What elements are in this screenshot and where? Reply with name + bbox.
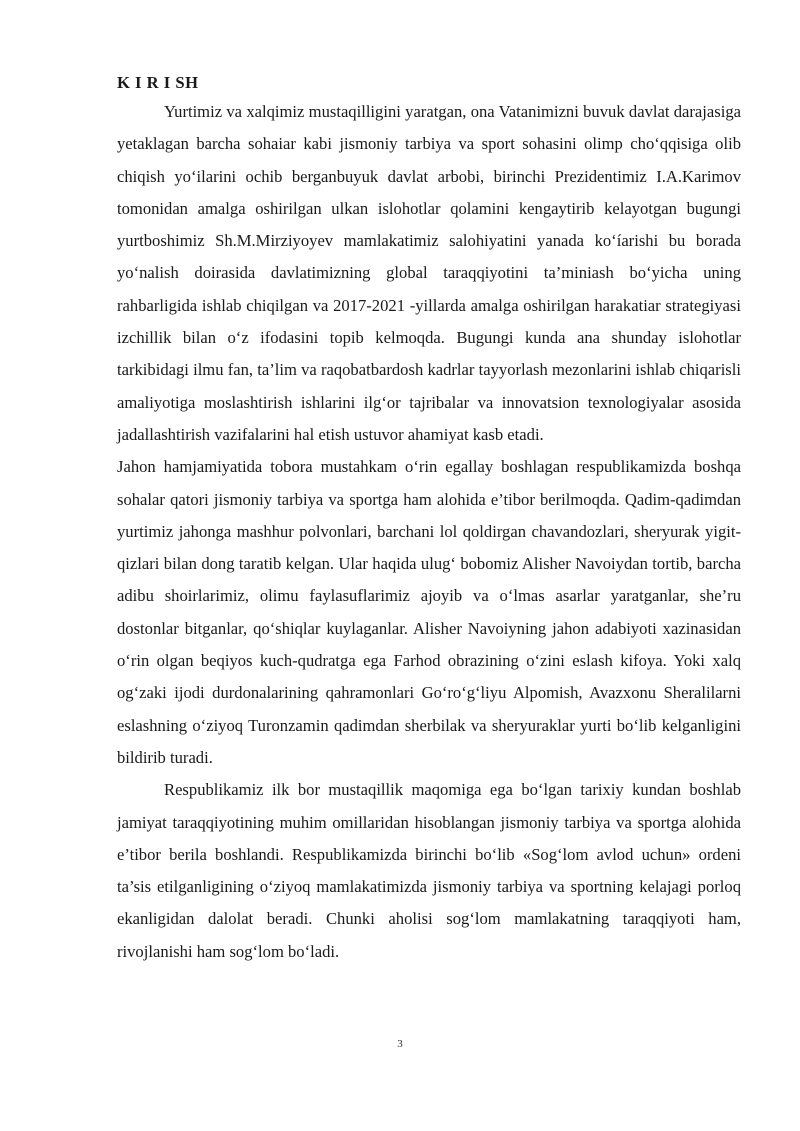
paragraph-2: Jahon hamjamiyatida tobora mustahkam o‘rin egallay boshlagan respublikamizda boshqa sohalar qatori jismoniy tarbiya va sportga ham alohida e’tibor berilmoqda. Qadim-qadimdan yurtimiz jahonga mashhur polvonlari, barchani lol qoldirgan chavandozlari, sheryurak yigit-qizlari bilan dong taratib kelgan. Ular haqida ulug‘ bobomiz Alisher Navoiydan tortib, barcha adibu shoirlarimiz, olimu faylasuflarimiz ajoyib va o‘lmas asarlar yaratganlar, she’ru dostonlar bitganlar, qo‘shiqlar kuylaganlar. Alisher Navoiyning jahon adabiyoti xazinasidan o‘rin olgan beqiyos kuch-qudratga ega Farhod obrazining o‘zini eslash kifoya. Yoki xalq og‘zaki ijodi durdonalarining qahramonlari Go‘ro‘g‘liyu Alpomish, Avazxonu Sheralilarni eslashning o‘ziyoq Turonzamin qadimdan sherbilak va sheryuraklar yurti bo‘lib kelganligini bildirib turadi. (117, 457, 741, 767)
page-number: 3 (397, 1038, 403, 1050)
paragraph-3: Respublikamiz ilk bor mustaqillik maqomiga ega bo‘lgan tarixiy kundan boshlab jamiyat taraqqiyotining muhim omillaridan hisoblangan jismoniy tarbiya va sportga alohida e’tibor berila boshlandi. Respublikamizda birinchi bo‘lib «Sog‘lom avlod uchun» ordeni ta’sis etilganligining o‘ziyoq mamlakatimizda jismoniy tarbiya va sportning kelajagi porloq ekanligidan dalolat beradi. Chunki aholisi sog‘lom mamlakatning taraqqiyoti ham, rivojlanishi ham sog‘lom bo‘ladi. (117, 780, 741, 961)
document-page (117, 70, 741, 968)
section-heading: K I R I SH (117, 73, 199, 92)
paragraph-1: Yurtimiz va xalqimiz mustaqilligini yaratgan, ona Vatanimizni buvuk davlat darajasiga yetaklagan barcha sohaiar kabi jismoniy tarbiya va sport sohasini olimp cho‘qqisiga olib chiqish yo‘ilarini ochib berganbuyuk davlat arbobi, birinchi Prezidentimiz I.A.Karimov tomonidan amalga oshirilgan ulkan islohotlar qolamini kengaytirib kelayotgan bugungi yurtboshimiz Sh.M.Mirziyoyev mamlakatimiz salohiyatini yanada ko‘íarishi bu borada yo‘nalish doirasida davlatimizning global taraqqiyotini ta’miniash bo‘yicha uning rahbarligida ishlab chiqilgan va 2017-2021 -yillarda amalga oshirilgan harakatiar strategiyasi izchillik bilan o‘z ifodasini topib kelmoqda. Bugungi kunda ana shunday islohotlar tarkibidagi ilmu fan, ta’lim va raqobatbardosh kadrlar tayyorlash mezonlarini ishlab chiqarisli amaliyotiga moslashtirish ishlarini ilg‘or tajribalar va innovatsion texnologiyalar asosida jadallashtirish vazifalarini hal etish ustuvor ahamiyat kasb etadi. (117, 102, 741, 444)
